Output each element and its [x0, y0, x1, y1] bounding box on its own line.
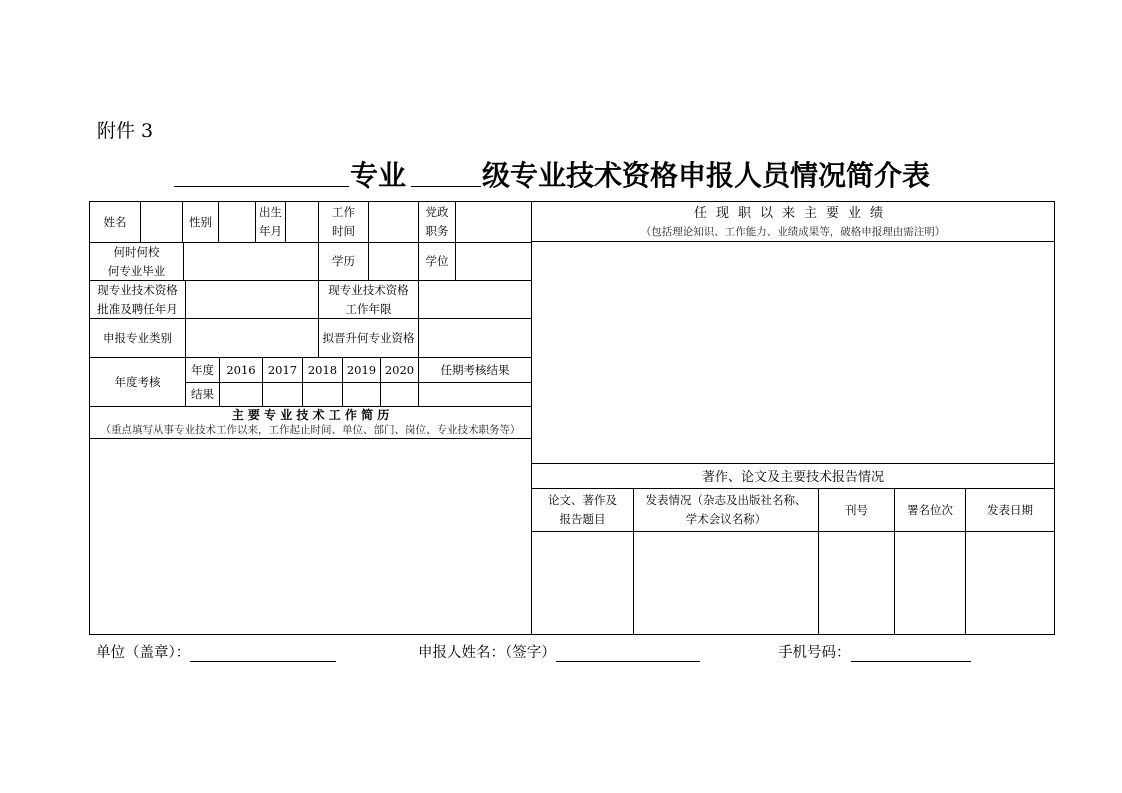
gender-label: 性别	[189, 214, 212, 229]
result-2019-field[interactable]	[343, 383, 380, 406]
pub-author-rank-field[interactable]	[895, 532, 965, 634]
pub-header-issn: 刊号	[845, 502, 868, 517]
cur-qual-years-label: 现专业技术资格 工作年限	[328, 282, 409, 316]
year-2017: 2017	[267, 362, 298, 377]
phone-field[interactable]	[851, 645, 971, 662]
pub-title-field[interactable]	[532, 532, 633, 634]
applicant-label: 申报人姓名：（签字）	[418, 645, 556, 661]
gender-field[interactable]	[219, 202, 255, 242]
unit-field[interactable]	[190, 645, 336, 662]
result-2018-field[interactable]	[303, 383, 342, 406]
party-label: 党政 职务	[425, 205, 449, 238]
cur-qual-years-field[interactable]	[419, 281, 531, 318]
birth-label: 出生 年月	[259, 205, 282, 238]
grad-field[interactable]	[184, 243, 318, 280]
pub-header-date: 发表日期	[987, 502, 1033, 517]
pub-header-title: 论文、著作及 报告题目	[548, 493, 617, 526]
phone-number	[778, 641, 971, 662]
applicant-sign	[418, 641, 700, 662]
grad-label: 何时何校 何专业毕业	[107, 244, 166, 278]
resume-field[interactable]	[90, 439, 531, 634]
year-2019: 2019	[346, 362, 377, 377]
pub-date-field[interactable]	[966, 532, 1054, 634]
work-time-label: 工作 时间	[332, 205, 355, 238]
annual-review-label: 年度考核	[114, 374, 161, 389]
publications-title: 著作、论文及主要技术报告情况	[701, 468, 884, 484]
unit-label: 单位（盖章）：	[96, 645, 191, 661]
birth-field[interactable]	[286, 202, 318, 242]
pub-header-author-rank: 署名位次	[907, 502, 953, 517]
phone-label: 手机号码：	[778, 645, 851, 661]
cur-qual-field[interactable]	[186, 281, 318, 318]
result-label: 结果	[191, 387, 214, 401]
resume-title: 主 要 专 业 技 术 工 作 简 历	[231, 408, 390, 422]
pub-issn-field[interactable]	[819, 532, 894, 634]
cur-qual-label: 现专业技术资格 批准及聘任年月	[97, 282, 178, 316]
result-2016-field[interactable]	[220, 383, 262, 406]
year-label: 年度	[191, 362, 214, 377]
degree-field[interactable]	[456, 243, 531, 280]
result-2020-field[interactable]	[381, 383, 418, 406]
work-time-field[interactable]	[369, 202, 418, 242]
applicant-field[interactable]	[556, 645, 700, 662]
degree-label: 学位	[425, 254, 449, 268]
name-field[interactable]	[141, 202, 182, 242]
intended-qual-field[interactable]	[419, 319, 531, 357]
year-2018: 2018	[307, 362, 338, 377]
unit-stamp	[96, 641, 336, 662]
name-label: 姓名	[103, 214, 127, 229]
title-word-major: 专业	[350, 159, 407, 192]
apply-category-label: 申报专业类别	[103, 330, 172, 345]
pub-venue-field[interactable]	[634, 532, 818, 634]
title-text: 级专业技术资格申报人员情况简介表	[482, 159, 931, 192]
achievements-note: （包括理论知识、工作能力、业绩成果等，破格申报理由需注明）	[640, 225, 946, 238]
term-result-field[interactable]	[419, 383, 531, 406]
edu-field[interactable]	[369, 243, 418, 280]
achievements-field[interactable]	[532, 242, 1054, 463]
pub-header-venue: 发表情况（杂志及出版社名称、 学术会议名称）	[645, 493, 807, 526]
year-2020: 2020	[384, 362, 415, 377]
edu-label: 学历	[332, 254, 355, 268]
result-2017-field[interactable]	[263, 383, 302, 406]
term-result-label: 任期考核结果	[440, 362, 510, 377]
intended-qual-label: 拟晋升何专业资格	[322, 330, 415, 345]
attachment-label: 附件 3	[97, 120, 154, 142]
achievements-title: 任现职以来主要业绩	[693, 205, 892, 221]
party-field[interactable]	[456, 202, 531, 242]
apply-category-field[interactable]	[186, 319, 318, 357]
year-2016: 2016	[226, 362, 256, 377]
resume-note: （重点填写从事专业技术工作以来，工作起止时间、单位、部门、岗位、专业技术职务等）	[100, 424, 521, 436]
